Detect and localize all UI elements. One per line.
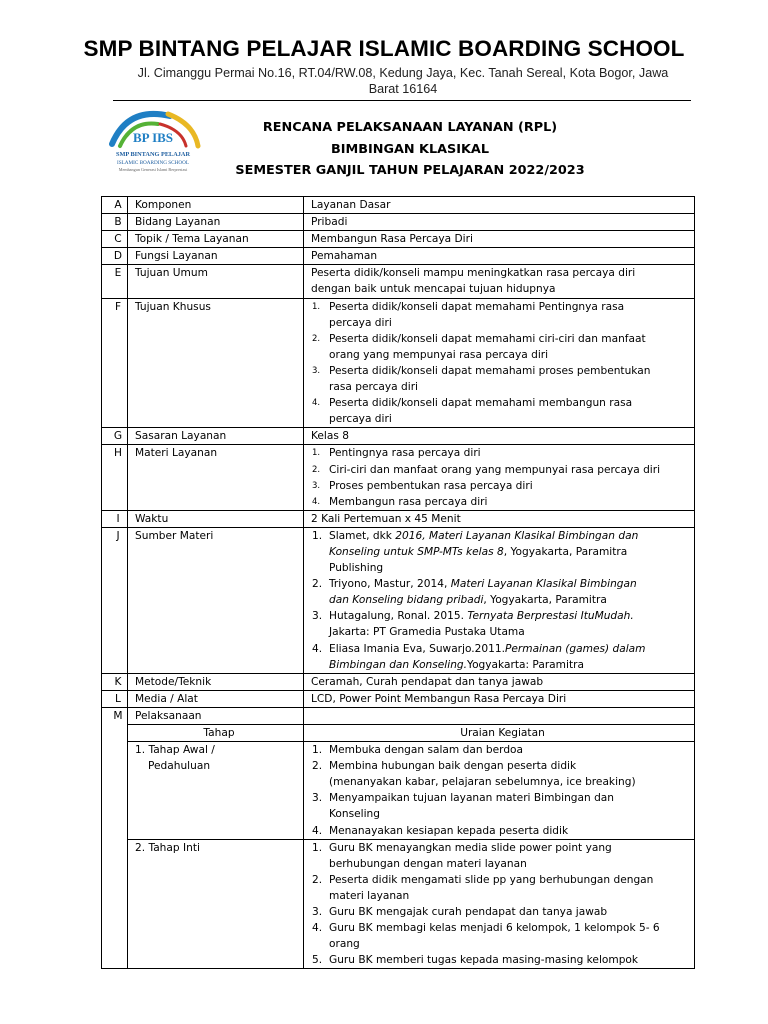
table-row	[102, 673, 695, 690]
row-label: Fungsi Layanan	[128, 248, 304, 265]
row-value	[304, 445, 695, 510]
row-label: Komponen	[128, 197, 304, 214]
row-letter: D	[102, 248, 128, 265]
row-label: Pelaksanaan	[128, 707, 304, 724]
row-label: Topik / Tema Layanan	[128, 231, 304, 248]
sumber-materi-list	[311, 528, 694, 673]
table-row	[102, 265, 695, 298]
row-label: Media / Alat	[128, 690, 304, 707]
tahap-awal-kegiatan	[304, 742, 695, 840]
row-value: Layanan Dasar	[304, 197, 695, 214]
table-row	[102, 298, 695, 428]
table-row	[102, 197, 695, 214]
tahap-inti-list	[311, 840, 694, 969]
row-letter: K	[102, 673, 128, 690]
table-row	[102, 527, 695, 673]
row-value	[304, 707, 695, 724]
row-value: 2 Kali Pertemuan x 45 Menit	[304, 510, 695, 527]
list-item: 2. Ciri-ciri dan manfaat orang yang mempunyai rasa percaya diri	[312, 463, 661, 476]
tahap-awal-list	[311, 742, 694, 839]
rpl-table	[101, 196, 695, 969]
tahap-inti-label: 2. Tahap Inti	[128, 839, 304, 969]
table-row	[102, 231, 695, 248]
list-item: 2. Peserta didik/konseli dapat memahami ciri-ciri dan manfaat orang yang mempunyai rasa percaya diri	[312, 332, 646, 361]
row-label: Sasaran Layanan	[128, 428, 304, 445]
list-item: 2. Peserta didik mengamati slide pp yang berhubungan dengan materi layanan	[312, 873, 654, 902]
row-value	[304, 527, 695, 673]
value-line: dengan baik untuk mencapai tujuan hidupnya	[311, 283, 556, 296]
row-value: Pribadi	[304, 214, 695, 231]
row-value: Ceramah, Curah pendapat dan tanya jawab	[304, 673, 695, 690]
table-row	[102, 428, 695, 445]
col-header-uraian: Uraian Kegiatan	[304, 725, 695, 742]
list-item: 5. Guru BK memberi tugas kepada masing-masing kelompok	[312, 954, 639, 967]
list-item: 4. Membangun rasa percaya diri	[312, 495, 488, 508]
title-line-2: BIMBINGAN KLASIKAL	[331, 141, 489, 157]
list-item: 3. Hutagalung, Ronal. 2015. Ternyata Berprestasi ItuMudah. Jakarta: PT Gramedia Pustaka Utama	[312, 610, 634, 639]
row-letter: L	[102, 690, 128, 707]
row-label: Bidang Layanan	[128, 214, 304, 231]
row-letter: G	[102, 428, 128, 445]
row-letter: E	[102, 265, 128, 298]
tujuan-khusus-list	[311, 299, 694, 428]
row-label: Sumber Materi	[128, 527, 304, 673]
logo-sub: ISLAMIC BOARDING SCHOOL	[116, 160, 190, 166]
row-letter: C	[102, 231, 128, 248]
materi-layanan-list	[311, 445, 694, 509]
list-item: 3. Peserta didik/konseli dapat memahami proses pembentukan rasa percaya diri	[312, 364, 651, 394]
title-line-3: SEMESTER GANJIL TAHUN PELAJARAN 2022/2023	[235, 163, 585, 178]
list-item: 1. Pentingnya rasa percaya diri	[312, 447, 481, 460]
list-item: 2. Membina hubungan baik dengan peserta didik (menanyakan kabar, pelajaran sebelumnya, ice breaking)	[312, 760, 636, 789]
list-item: 4. Guru BK membagi kelas menjadi 6 kelompok, 1 kelompok 5- 6 orang	[312, 922, 660, 951]
school-address	[108, 66, 698, 97]
row-letter: H	[102, 445, 128, 510]
list-item: 1. Peserta didik/konseli dapat memahami Pentingnya rasa percaya diri	[312, 300, 625, 329]
row-label: Waktu	[128, 510, 304, 527]
pelaksanaan-header-row	[102, 725, 695, 742]
row-value: Membangun Rasa Percaya Diri	[304, 231, 695, 248]
row-letter: B	[102, 214, 128, 231]
list-item: 4. Menanayakan kesiapan kepada peserta didik	[312, 824, 569, 837]
row-label: Tujuan Khusus	[128, 298, 304, 428]
list-item: 3. Proses pembentukan rasa percaya diri	[312, 479, 533, 492]
table-row	[102, 248, 695, 265]
row-letter: A	[102, 197, 128, 214]
row-label: Tujuan Umum	[128, 265, 304, 298]
table-row	[102, 214, 695, 231]
list-item: 1. Guru BK menayangkan media slide power point yang berhubungan dengan materi layanan	[312, 841, 612, 870]
logo-tagline: Membangun Generasi Islami Berprestasi	[118, 167, 188, 172]
document-title	[190, 117, 630, 182]
row-label: Materi Layanan	[128, 445, 304, 510]
address-line-2: Barat 16164	[368, 81, 438, 96]
logo-mark: BP IBS	[132, 130, 174, 145]
row-label: Metode/Teknik	[128, 673, 304, 690]
row-value: Pemahaman	[304, 248, 695, 265]
tahap-inti-row	[102, 839, 695, 969]
row-value: LCD, Power Point Membangun Rasa Percaya Diri	[304, 690, 695, 707]
list-item: 1. Membuka dengan salam dan berdoa	[312, 744, 524, 757]
row-value: Kelas 8	[304, 428, 695, 445]
list-item: 4. Peserta didik/konseli dapat memahami membangun rasa percaya diri	[312, 397, 633, 426]
list-item: 3. Menyampaikan tujuan layanan materi Bimbingan dan Konseling	[312, 792, 615, 821]
list-item: 2. Triyono, Mastur, 2014, Materi Layanan Klasikal Bimbingan dan Konseling bidang pribadi, Yogyakarta, Paramitra	[312, 578, 637, 607]
row-letter: J	[102, 527, 128, 673]
header-divider	[113, 100, 691, 101]
row-letter: M	[102, 707, 128, 969]
table-row	[102, 510, 695, 527]
row-letter: F	[102, 298, 128, 428]
list-item: 4. Eliasa Imania Eva, Suwarjo.2011.Permainan (games) dalam Bimbingan dan Konseling.Yogyakarta: Paramitra	[312, 642, 646, 671]
row-letter: I	[102, 510, 128, 527]
value-line: Peserta didik/konseli mampu meningkatkan rasa percaya diri	[311, 267, 636, 280]
school-name: SMP BINTANG PELAJAR ISLAMIC BOARDING SCHOOL	[83, 36, 685, 61]
table-row	[102, 690, 695, 707]
tahap-awal-row	[102, 742, 695, 840]
list-item: 3. Guru BK mengajak curah pendapat dan tanya jawab	[312, 906, 608, 919]
list-item: 1. Slamet, dkk 2016, Materi Layanan Klasikal Bimbingan dan Konseling untuk SMP-MTs kelas 8, Yogyakarta, Paramitra Publishing	[312, 529, 639, 575]
table-row	[102, 445, 695, 510]
title-line-1: RENCANA PELAKSANAAN LAYANAN (RPL)	[262, 120, 558, 135]
row-value	[304, 265, 695, 298]
logo-name: SMP BINTANG PELAJAR	[115, 151, 191, 158]
address-line-1: Jl. Cimanggu Permai No.16, RT.04/RW.08, Kedung Jaya, Kec. Tanah Sereal, Kota Bogor, Jawa	[137, 66, 669, 80]
tahap-awal-label: 1. Tahap Awal / Pedahuluan	[128, 742, 304, 840]
table-row	[102, 707, 695, 724]
tahap-inti-kegiatan	[304, 839, 695, 969]
row-value	[304, 298, 695, 428]
col-header-tahap: Tahap	[128, 725, 304, 742]
